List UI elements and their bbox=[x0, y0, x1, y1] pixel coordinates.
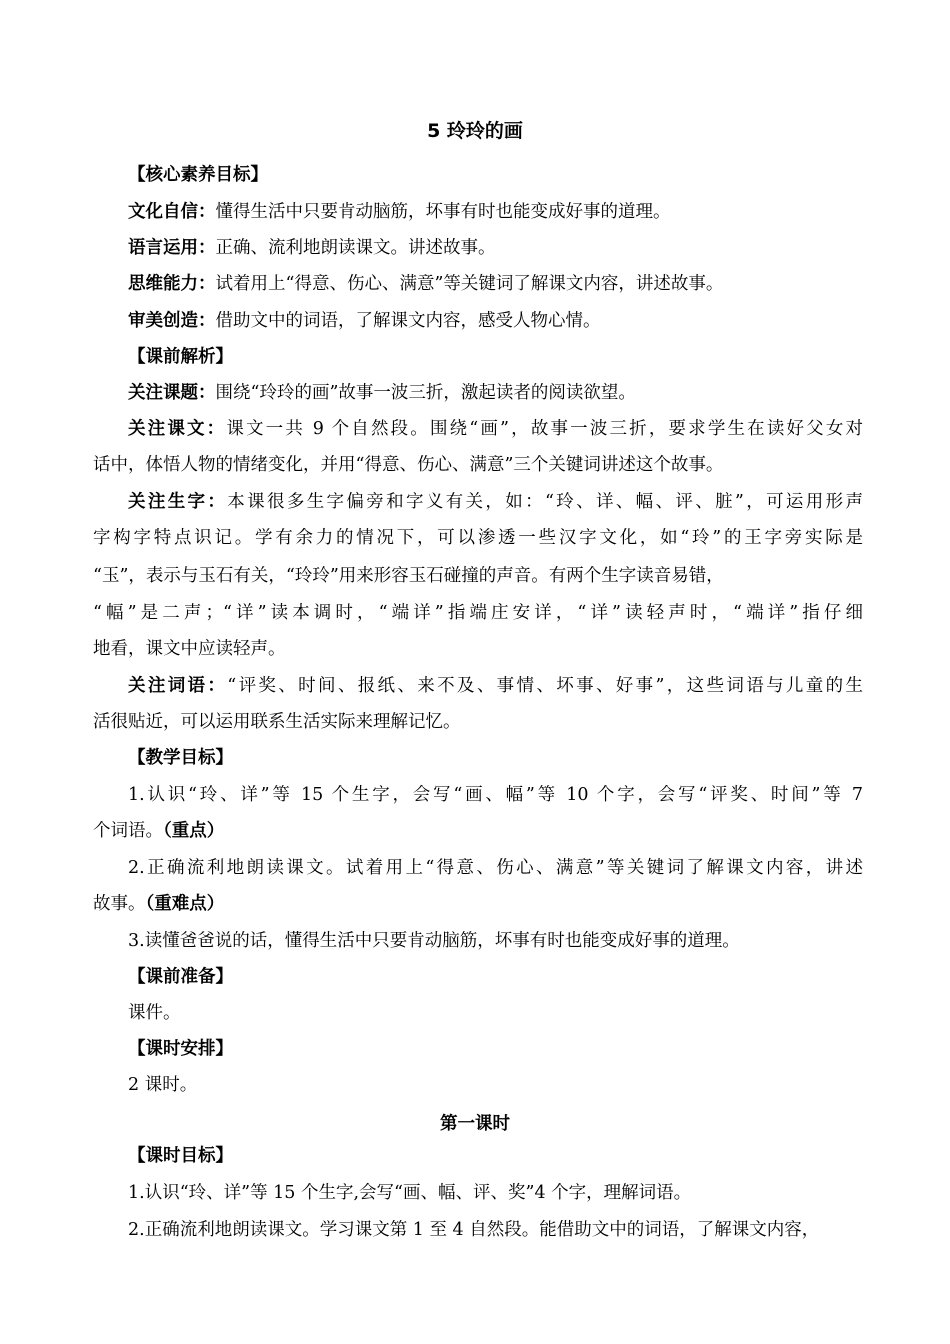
lesson-objective-line: 2.正确流利地朗读课文。学习课文第 1 至 4 自然段。能借助文中的词语，了解课文内容， bbox=[128, 1220, 820, 1240]
core-goal-thinking bbox=[128, 272, 863, 296]
core-goal-language bbox=[128, 236, 863, 260]
core-goal-text: 试着用上“得意、伤心、满意”等关键词了解课文内容，讲述故事。 bbox=[215, 274, 724, 294]
analysis-text: 课文一共 9 个自然段。围绕“画”，故事一波三折，要求学生在读好父女对 bbox=[226, 419, 864, 439]
analysis-text-para-line bbox=[128, 417, 863, 441]
teaching-goal-text: 故事。 bbox=[93, 894, 146, 914]
core-goal-text: 正确、流利地朗读课文。讲述故事。 bbox=[215, 238, 496, 258]
schedule-heading: 【课时安排】 bbox=[128, 1039, 233, 1059]
analysis-heading: 【课前解析】 bbox=[128, 347, 233, 367]
teaching-goal-tag: （重难点） bbox=[145, 894, 225, 914]
teaching-goal-line: 3.读懂爸爸说的话，懂得生活中只要肯动脑筋，坏事有时也能变成好事的道理。 bbox=[128, 931, 740, 951]
analysis-chars-para-line: 字构字特点识记。学有余力的情况下，可以渗透一些汉字文化，如“玲”的王字旁实际是 bbox=[93, 528, 863, 548]
analysis-words-para-line bbox=[128, 674, 863, 698]
teaching-goal-line bbox=[93, 892, 863, 916]
core-goal-label: 文化自信： bbox=[128, 202, 216, 222]
analysis-topic bbox=[128, 381, 863, 405]
core-goal-aesthetic bbox=[128, 309, 863, 333]
teaching-goal-line: 1.认识“玲、详”等 15 个生字，会写“画、幅”等 10 个字，会写“评奖、时间”等 7 bbox=[128, 785, 863, 805]
analysis-words-para-line: 活很贴近，可以运用联系生活实际来理解记忆。 bbox=[93, 712, 461, 732]
analysis-chars-para-line: “玉”，表示与玉石有关，“玲玲”用来形容玉石碰撞的声音。有两个生字读音易错， bbox=[93, 566, 724, 586]
analysis-chars-para-line: 地看，课文中应读轻声。 bbox=[93, 639, 286, 659]
analysis-text-para-line: 话中，体悟人物的情绪变化，并用“得意、伤心、满意”三个关键词讲述这个故事。 bbox=[93, 455, 724, 475]
teaching-goal-tag: （重点） bbox=[163, 821, 225, 841]
lesson-objectives-heading: 【课时目标】 bbox=[128, 1146, 233, 1166]
core-goal-label: 语言运用： bbox=[128, 238, 216, 258]
core-goal-label: 审美创造： bbox=[128, 311, 216, 331]
analysis-label: 关注词语： bbox=[128, 676, 228, 696]
analysis-label: 关注课文： bbox=[128, 419, 227, 439]
core-goals-heading: 【核心素养目标】 bbox=[128, 165, 268, 185]
core-goal-text: 懂得生活中只要肯动脑筋，坏事有时也能变成好事的道理。 bbox=[215, 202, 671, 222]
core-goal-culture bbox=[128, 200, 863, 224]
teaching-goal-line bbox=[93, 819, 863, 843]
core-goal-text: 借助文中的词语，了解课文内容，感受人物心情。 bbox=[215, 311, 601, 331]
analysis-text: “评奖、时间、报纸、来不及、事情、坏事、好事”，这些词语与儿童的生 bbox=[227, 676, 863, 696]
analysis-text: 本课很多生字偏旁和字义有关，如：“玲、详、幅、评、脏”，可运用形声 bbox=[227, 492, 863, 512]
teaching-goal-text: 个词语。 bbox=[93, 821, 163, 841]
analysis-text: 围绕“玲玲的画”故事一波三折，激起读者的阅读欲望。 bbox=[215, 383, 636, 403]
analysis-label: 关注生字： bbox=[128, 492, 228, 512]
core-goal-label: 思维能力： bbox=[128, 274, 216, 294]
preparation-text: 课件。 bbox=[128, 1003, 181, 1023]
analysis-label: 关注课题： bbox=[128, 383, 216, 403]
lesson-title: 5 玲玲的画 bbox=[427, 120, 523, 142]
lesson-objective-line: 1.认识“玲、详”等 15 个生字,会写“画、幅、评、奖”4 个字，理解词语。 bbox=[128, 1183, 692, 1203]
teaching-goal-line: 2.正确流利地朗读课文。试着用上“得意、伤心、满意”等关键词了解课文内容，讲述 bbox=[128, 858, 863, 878]
schedule-text: 2 课时。 bbox=[128, 1075, 198, 1095]
teaching-goals-heading: 【教学目标】 bbox=[128, 748, 233, 768]
analysis-chars-para-line bbox=[128, 490, 863, 514]
preparation-heading: 【课前准备】 bbox=[128, 967, 233, 987]
analysis-chars-para-line: “幅”是二声；“详”读本调时，“端详”指端庄安详，“详”读轻声时，“端详”指仔细 bbox=[93, 603, 863, 623]
first-lesson-title: 第一课时 bbox=[440, 1114, 510, 1134]
